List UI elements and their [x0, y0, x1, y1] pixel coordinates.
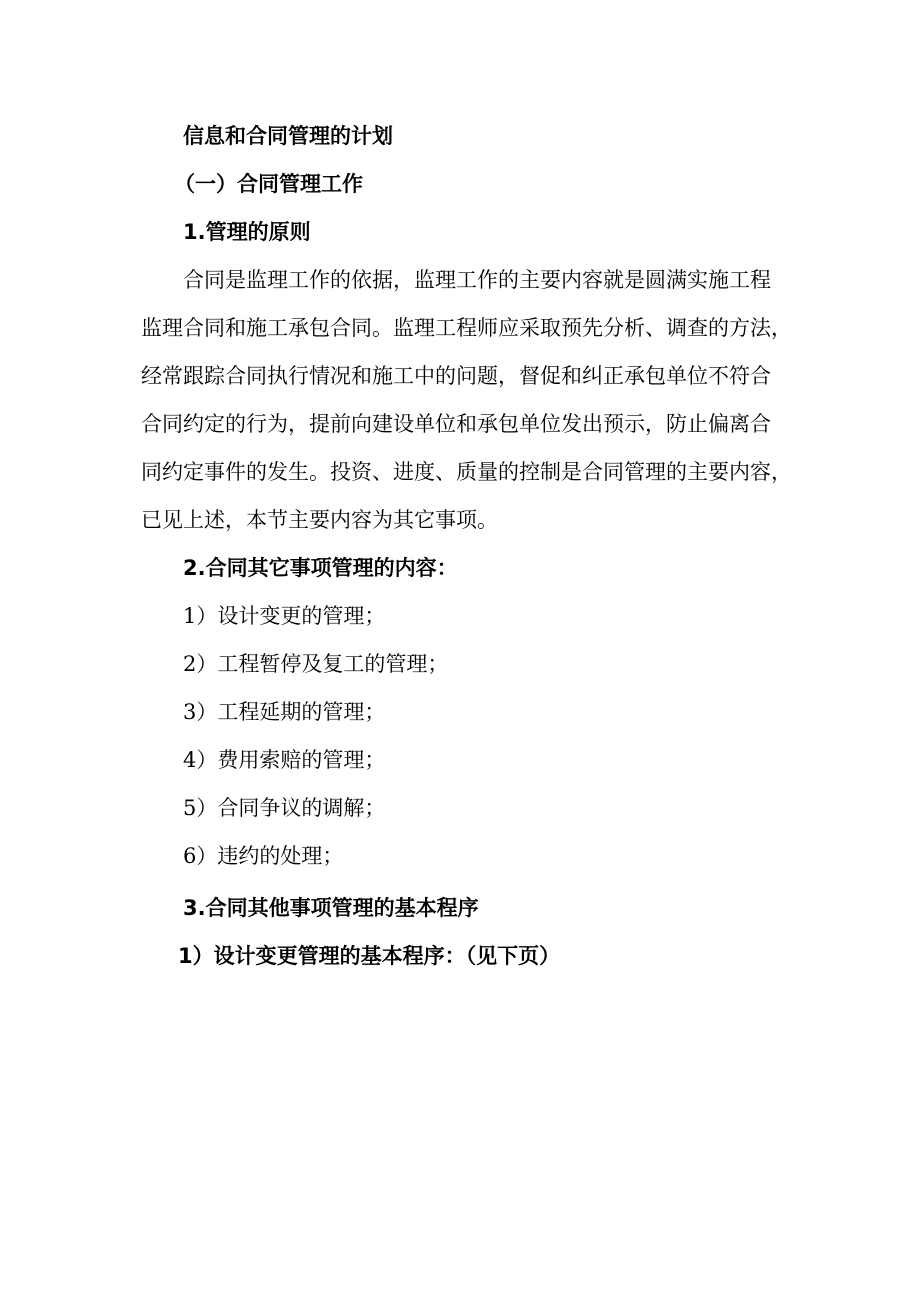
list-item: 2）工程暂停及复工的管理； — [183, 652, 449, 676]
paragraph-line: 合同是监理工作的依据，监理工作的主要内容就是圆满实施工程 — [183, 268, 771, 292]
paragraph-line: 合同约定的行为，提前向建设单位和承包单位发出预示，防止偏离合 — [141, 412, 771, 436]
procedure-item: 1）设计变更管理的基本程序：（见下页） — [178, 944, 561, 968]
list-item: 1）设计变更的管理； — [183, 604, 386, 628]
list-item: 3）工程延期的管理； — [183, 700, 386, 724]
list-item: 4）费用索赔的管理； — [183, 748, 386, 772]
paragraph-line: 同约定事件的发生。投资、进度、质量的控制是合同管理的主要内容， — [141, 460, 792, 484]
subsection-heading-1: 1.管理的原则 — [183, 220, 311, 244]
principle-paragraph — [141, 266, 792, 554]
subsection-heading-3: 3.合同其他事项管理的基本程序 — [183, 896, 479, 920]
list-item: 6）违约的处理； — [183, 844, 344, 868]
document-title: 信息和合同管理的计划 — [183, 124, 393, 148]
paragraph-line: 监理合同和施工承包合同。监理工程师应采取预先分析、调查的方法， — [141, 316, 792, 340]
subsection-heading-2: 2.合同其它事项管理的内容： — [183, 556, 458, 580]
paragraph-line: 经常跟踪合同执行情况和施工中的问题，督促和纠正承包单位不符合 — [141, 364, 771, 388]
list-item: 5）合同争议的调解； — [183, 796, 386, 820]
paragraph-line: 已见上述，本节主要内容为其它事项。 — [141, 508, 498, 532]
section-heading: （一）合同管理工作 — [174, 172, 363, 196]
